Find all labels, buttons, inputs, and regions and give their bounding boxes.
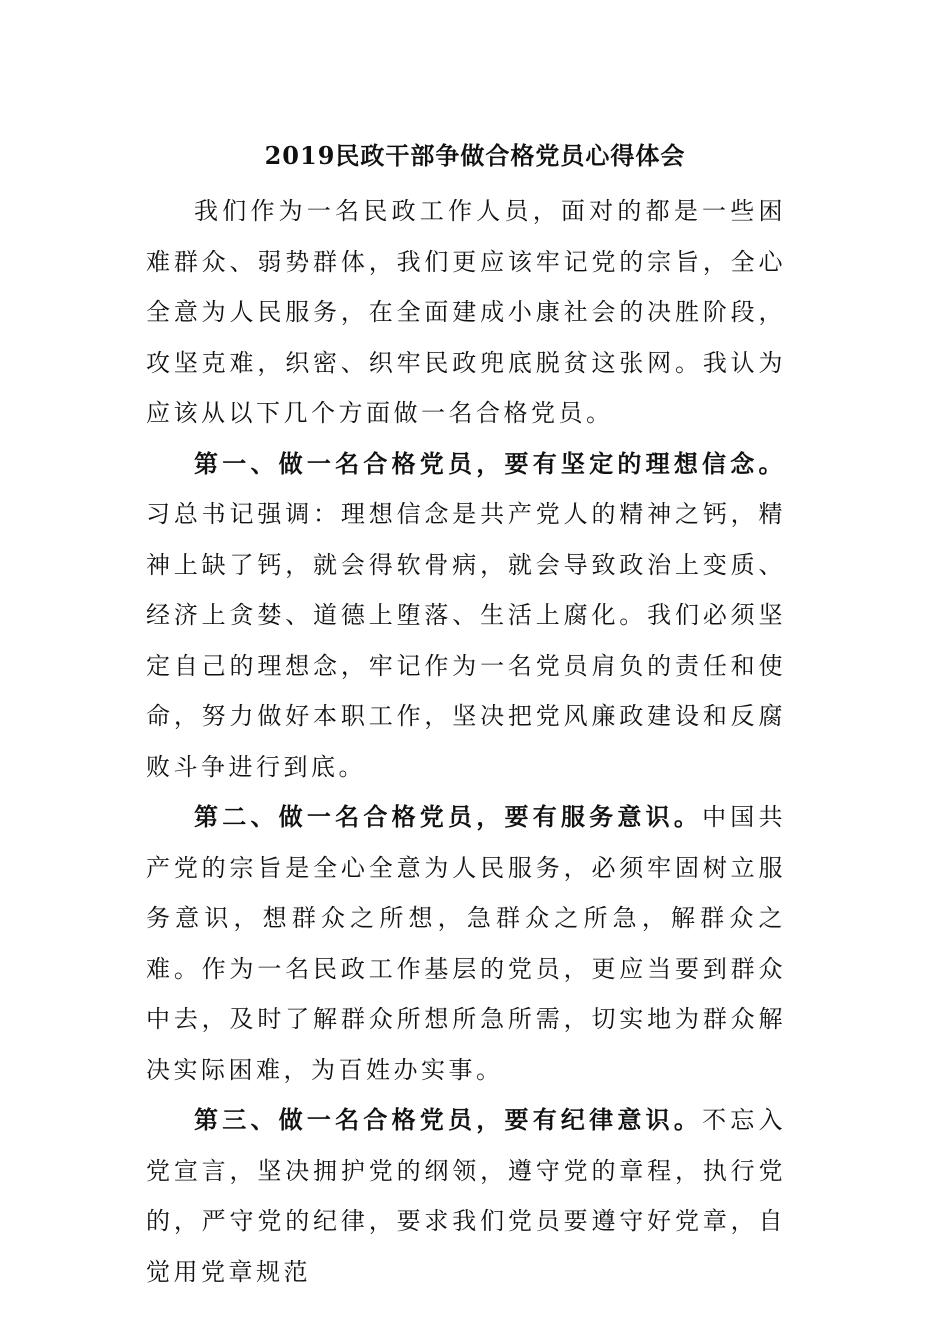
paragraph-lead: 第三、做一名合格党员，要有纪律意识。 bbox=[194, 1105, 703, 1134]
paragraph-lead: 第二、做一名合格党员，要有服务意识。 bbox=[194, 802, 703, 831]
paragraph-text: 不忘入党宣言，坚决拥护党的纲领，遵守党的章程，执行党的，严守党的纪律，要求我们党员要遵守好党章，自觉用党章规范 bbox=[146, 1106, 787, 1286]
document-title: 2019民政干部争做合格党员心得体会 bbox=[264, 141, 686, 170]
paragraph-third-point bbox=[146, 1095, 786, 1297]
paragraph-first-point bbox=[146, 439, 786, 793]
paragraph-text: 中国共产党的宗旨是全心全意为人民服务，必须牢固树立服务意识，想群众之所想，急群众之所急，解群众之难。作为一名民政工作基层的党员，更应当要到群众中去，及时了解群众所想所急所需，切实地为群众解决实际困难，为百姓办实事。 bbox=[146, 803, 787, 1084]
paragraph-intro bbox=[146, 186, 786, 439]
paragraph-lead: 第一、做一名合格党员，要有坚定的理想信念。 bbox=[194, 448, 786, 478]
paragraph-text: 我们作为一名民政工作人员，面对的都是一些困难群众、弱势群体，我们更应该牢记党的宗旨，全心全意为人民服务，在全面建成小康社会的决胜阶段，攻坚克难，织密、织牢民政兜底脱贫这张网。我认为应该从以下几个方面做一名合格党员。 bbox=[146, 197, 786, 427]
paragraph-second-point bbox=[146, 792, 786, 1095]
paragraph-text: 习总书记强调：理想信念是共产党人的精神之钙，精神上缺了钙，就会得软骨病，就会导致政治上变质、经济上贪婪、道德上堕落、生活上腐化。我们必须坚定自己的理想念，牢记作为一名党员肩负的责任和使命，努力做好本职工作，坚决把党风廉政建设和反腐败斗争进行到底。 bbox=[146, 500, 786, 781]
document-body bbox=[146, 186, 786, 1297]
